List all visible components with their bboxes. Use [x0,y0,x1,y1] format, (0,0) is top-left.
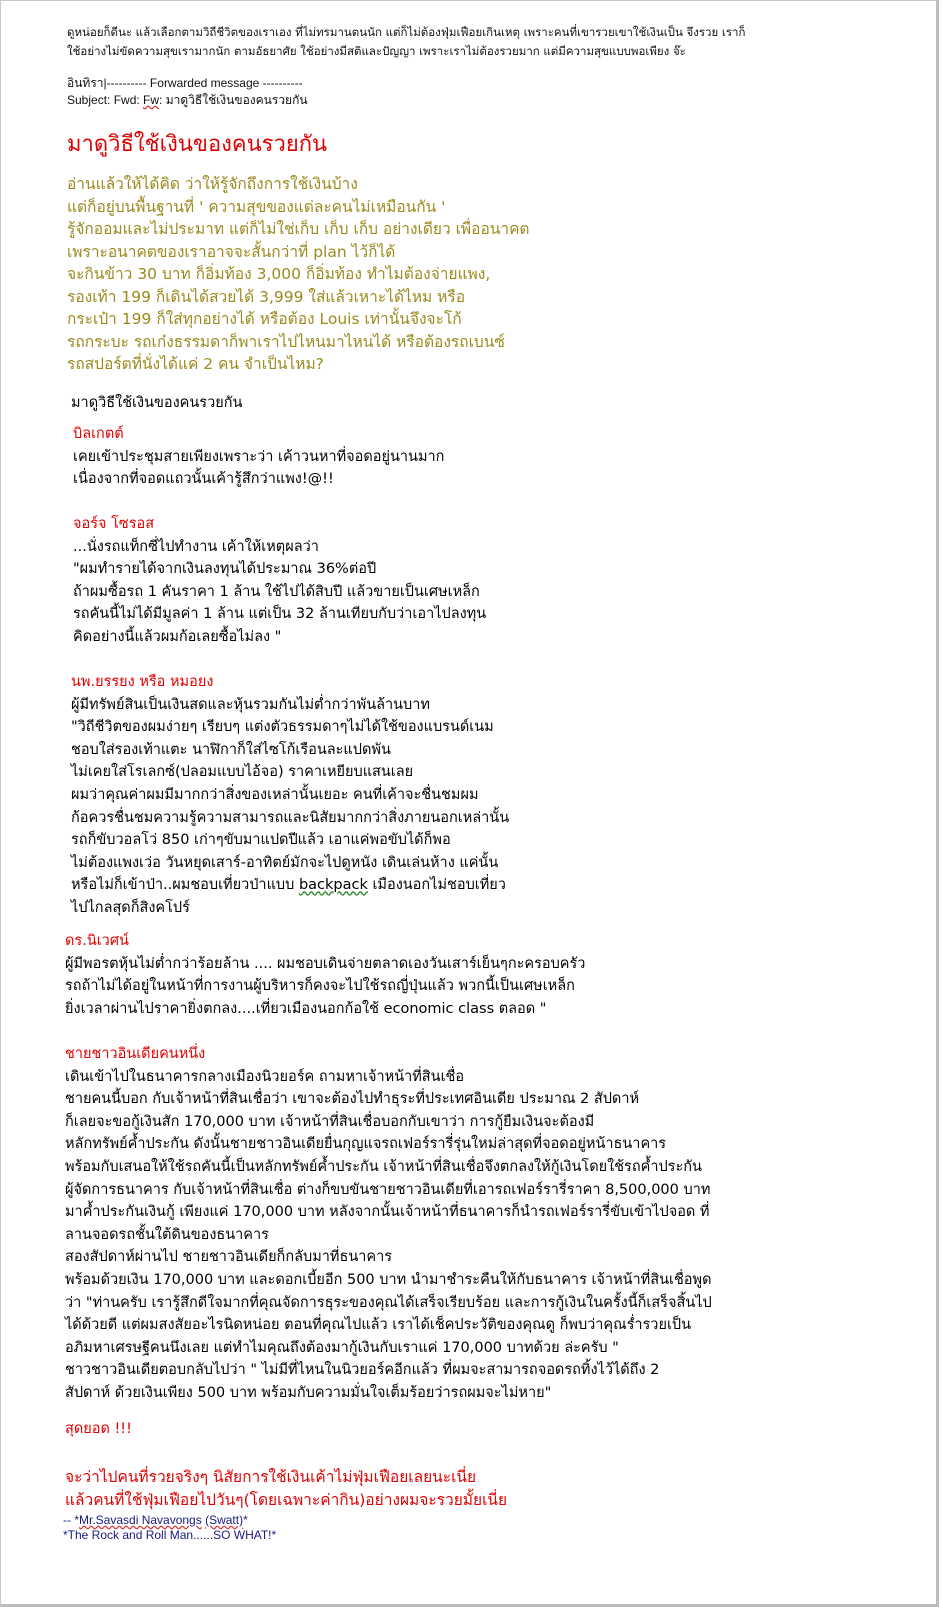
section-line: มาค้ำประกันเงินกู้ เพียงแค่ 170,000 บาท หลังจากนั้นเจ้าหน้าที่ธนาคารก็นำรถเฟอร์รารี่ขับเข้าไปจอด ที่ [65,1204,710,1221]
section-line: ชอบใส่รองเท้าแตะ นาฬิกาก็ใส่ไซโก้เรือนละแปดพัน [71,741,391,758]
section-heading: นพ.ยรรยง หรือ หมอยง [71,674,214,690]
text-cursor: | [103,76,107,90]
spellcheck-word: backpack [298,877,368,894]
section-indian-man [65,1043,915,1405]
olive-line: รู้จักออมและไม่ประมาท แต่ก็ไม่ใช่เก็บ เก็บ เก็บ อย่างเดียว เพื่ออนาคต [67,220,530,238]
section-line: "วิถีชีวิตของผมง่ายๆ เรียบๆ แต่งตัวธรรมดาๆไม่ได้ใช้ของแบรนด์เนม [71,719,494,736]
olive-line: รถกระบะ รถเก๋งธรรมดาก็พาเราไปไหนมาไหนได้ หรือต้องรถเบนซ์ [67,332,505,351]
subject-fw: Fw [143,93,160,107]
intro-paragraph [67,173,917,376]
closing-remark [65,1466,915,1512]
subtitle: มาดูวิธีใช้เงินของคนรวยกัน [71,395,243,411]
section-heading: ดร.นิเวศน์ [65,933,129,949]
section-heading: จอร์จ โซรอส [73,516,155,532]
section-bill-gates [73,423,923,491]
section-line: พร้อมกับเสนอให้ใช้รถคันนี้เป็นหลักทรัพย์ค้ำประกัน เจ้าหน้าที่สินเชื่อจึงตกลงให้กู้เงินโดยใช้รถค้ำประกัน [65,1158,702,1175]
section-line: รถถ้าไม่ได้อยู่ในหน้าที่การงานผู้บริหารก็คงจะไปใช้รถญี่ปุ่นแล้ว พวกนี้เป็นเศษเหล็ก [65,978,575,995]
subject-line: Subject: Fwd: Fw: มาดูวิธีใช้เงินของคนรวยกัน [67,93,308,107]
forwarded-label: ---------- Forwarded message ---------- [106,76,303,90]
section-line: สัปดาห์ ด้วยเงินเพียง 500 บาท พร้อมกับความมั่นใจเต็มร้อยว่ารถผมจะไม่หาย" [65,1384,552,1401]
section-line: ไม่ต้องแพงเว่อ วันหยุดเสาร์-อาทิตย์มักจะไปดูหนัง เดินเล่นห้าง แค่นั้น [71,854,499,871]
section-line: ได้ด้วยดี แต่ผมสงสัยอะไรนิดหน่อย ตอนที่คุณไปแล้ว เราได้เช็คประวัติของคุณดู ก็พบว่าคุณร่ำรวยเป็น [65,1317,692,1334]
signature-name: Mr.Savasdi Navavongs [79,1513,202,1527]
forward-line [67,75,917,92]
sender-name: อินทิรา [67,76,104,90]
subject-text: : มาดูวิธีใช้เงินของคนรวยกัน [159,93,308,107]
section-line: ผมว่าคุณค่าผมมีมากกว่าสิ่งของเหล่านั้นเยอะ คนที่เค้าจะชื่นชมผม [71,786,479,803]
section-line: ผู้มีพอรตหุ้นไม่ต่ำกว่าร้อยล้าน .... ผมชอบเดินจ่ายตลาดเองวันเสาร์เย็นๆกะครอบครัว [65,955,586,972]
section-line: เดินเข้าไปในธนาคารกลางเมืองนิวยอร์ค ถามหาเจ้าหน้าที่สินเชื่อ [65,1068,465,1085]
olive-line: รถสปอร์ตที่นั่งได้แค่ 2 คน จำเป็นไหม? [67,355,324,373]
signature [63,1513,913,1543]
page-title: มาดูวิธีใช้เงินของคนรวยกัน [67,132,328,157]
intro-message [67,23,917,61]
section-soros [73,513,923,649]
signature-nick: (Swatt) [205,1513,244,1527]
forward-header [67,75,917,109]
section-line: ผู้จัดการธนาคาร กับเจ้าหน้าที่สินเชื่อ ต่างก็ขบขันชายชาวอินเดียที่เอารถเฟอร์รารี่ราคา 8,500,000 บาท [65,1181,711,1198]
section-line: อภิมหาเศรษฐีคนนึงเลย แต่ทำไมคุณถึงต้องมากู้เงินกับเราแค่ 170,000 บาทด้วย ล่ะครับ " [65,1339,619,1356]
section-line: รถคันนี้ไม่ได้มีมูลค่า 1 ล้าน แต่เป็น 32 ล้านเทียบกับว่าเอาไปลงทุน [73,606,487,623]
wow-line: สุดยอด !!! [65,1421,132,1437]
signature-line: *The Rock and Roll Man......SO WHAT!* [63,1528,277,1542]
section-line: ไปไกลสุดก็สิงคโปร์ [71,899,190,916]
intro-line: ใช้อย่างไม่ขัดความสุขเรามากนัก ตามอัธยาศัย ใช้อย่างมีสติและปัญญา เพราะเราไม่ต้องรวยมาก แต่มีความสุขแบบพอเพียง จ๊ะ [67,44,686,58]
section-line: ยิ่งเวลาผ่านไปราคายิ่งตกลง....เที่ยวเมืองนอกก้อใช้ economic class ตลอด " [65,1000,547,1017]
section-line: เคยเข้าประชุมสายเพียงเพราะว่า เค้าวนหาที่จอดอยู่นานมาก [73,448,445,465]
olive-line: รองเท้า 199 ก็เดินได้สวยได้ 3,999 ใส่แล้วเหาะได้ไหม หรือ [67,287,466,306]
section-line: "ผมทำรายได้จากเงินลงทุนได้ประมาณ 36%ต่อปี [73,561,377,578]
section-line: ...นั่งรถแท็กซี่ไปทำงาน เค้าให้เหตุผลว่า [73,538,319,555]
olive-line: เพราะอนาคตของเราอาจจะสั้นกว่าที่ plan ไว้ก็ได้ [67,242,396,261]
section-line: ก็เลยจะขอกู้เงินสัก 170,000 บาท เจ้าหน้าที่สินเชื่อบอกกับเขาว่า การกู้ยืมเงินจะต้องมี [65,1113,595,1130]
section-line: พร้อมด้วยเงิน 170,000 บาท และดอกเบี้ยอีก 500 บาท นำมาชำระคืนให้กับธนาคาร เจ้าหน้าที่สินเชื่อพูด [65,1271,712,1288]
section-line: ว่า "ท่านครับ เรารู้สึกดีใจมากที่คุณจัดการธุระของคุณได้เสร็จเรียบร้อย และการกู้เงินในครั้งนี้ก็เสร็จสิ้นไป [65,1294,712,1311]
section-line: ไม่เคยใส่โรเลกซ์(ปลอมแบบไอ้จอ) ราคาเหยียบแสนเลย [71,764,414,781]
olive-line: จะกินข้าว 30 บาท ก็อิ่มท้อง 3,000 ก็อิ่มท้อง ทำไมต้องจ่ายแพง, [67,265,491,283]
intro-line: ดูหน่อยก็ดีนะ แล้วเลือกตามวิถีชีวิตของเราเอง ที่ไม่ทรมานตนนัก แต่ก็ไม่ต้องฟุ่มเฟือยเกินเหตุ เพราะคนที่เขารวยเขาใช้เงินเป็น จึงรวย เราก็ [67,25,746,39]
section-line: ผู้มีทรัพย์สินเป็นเงินสดและหุ้นรวมกันไม่ต่ำกว่าพันล้านบาท [71,696,430,713]
olive-line: แต่ก็อยู่บนพื้นฐานที่ ' ความสุขของแต่ละคนไม่เหมือนกัน ' [67,197,446,216]
section-line: เนื่องจากที่จอดแถวนั้นเค้ารู้สึกว่าแพง!@!! [73,471,334,488]
closing-line: แล้วคนที่ใช้ฟุ่มเฟือยไปวันๆ(โดยเฉพาะค่ากิน)อย่างผมจะรวยมั้ยเนี่ย [65,1491,508,1509]
olive-line: อ่านแล้วให้ได้คิด ว่าให้รู้จักถึงการใช้เงินบ้าง [67,175,358,193]
section-line: หลักทรัพย์ค้ำประกัน ดังนั้นชายชาวอินเดียยื่นกุญแจรถเฟอร์รารี่รุ่นใหม่ล่าสุดที่จอดอยู่หน้าธนาคาร [65,1136,667,1153]
section-line: ถ้าผมซื้อรถ 1 คันราคา 1 ล้าน ใช้ไปได้สิบปี แล้วขายเป็นเศษเหล็ก [73,583,480,600]
section-line: หรือไม่ก็เข้าป่า..ผมชอบเที่ยวป่าแบบ backpack เมืองนอกไม่ชอบเที่ยว [71,877,506,894]
section-line: รถก็ขับวอลโว่ 850 เก่าๆขับมาแปดปีแล้ว เอาแค่พอขับได้ก็พอ [71,832,451,849]
section-heading: ชายชาวอินเดียคนหนึ่ง [65,1046,206,1062]
signature-line: -- *Mr.Savasdi Navavongs (Swatt)* [63,1513,248,1527]
section-dr-niwet [65,930,915,1020]
section-heading: บิลเกตต์ [73,426,124,442]
section-line: คิดอย่างนี้แล้วผมก้อเลยซื้อไม่ลง " [73,628,282,645]
section-line: ชาวชาวอินเดียตอบกลับไปว่า " ไม่มีที่ไหนในนิวยอร์คอีกแล้ว ที่ผมจะสามารถจอดรถทิ้งไว้ได้ถึง 2 [65,1362,660,1379]
section-line: ลานจอดรถชั้นใต้ดินของธนาคาร [65,1226,269,1243]
section-dr-yanyong [71,671,921,920]
closing-line: จะว่าไปคนที่รวยจริงๆ นิสัยการใช้เงินเค้าไม่ฟุ่มเฟือยเลยนะเนี่ย [65,1468,477,1486]
section-line: สองสัปดาห์ผ่านไป ชายชาวอินเดียก็กลับมาที่ธนาคาร [65,1249,393,1266]
olive-line: กระเป๋า 199 ก็ใส่ทุกอย่างได้ หรือต้อง Louis เท่านั้นจึงจะโก้ [67,310,462,328]
section-line: ก้อควรชื่นชมความรู้ความสามารถและนิสัยมากกว่าสิ่งภายนอกเหล่านั้น [71,809,510,826]
section-line: ชายคนนี้บอก กับเจ้าหน้าที่สินเชื่อว่า เขาจะต้องไปทำธุระที่ประเทศอินเดีย ประมาณ 2 สัปดาห์ [65,1091,640,1108]
